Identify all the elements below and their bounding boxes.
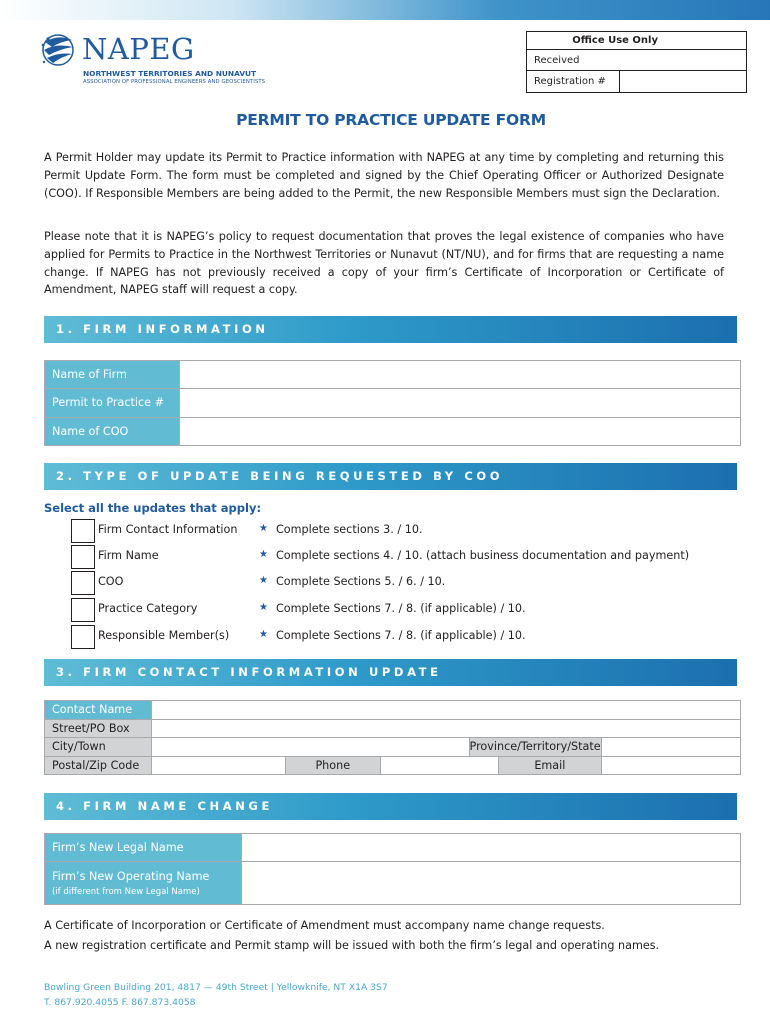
select-updates-prompt: Select all the updates that apply:: [44, 501, 262, 515]
firm-contact-table: [44, 700, 741, 775]
star-bullet-icon: ★: [259, 523, 268, 534]
update-option-firm-name: [71, 545, 741, 571]
option-label: Firm Contact Information: [98, 523, 238, 536]
phone-input[interactable]: [380, 756, 498, 775]
office-received-label: Received: [534, 55, 580, 66]
firm-name-row: [45, 361, 741, 389]
office-received-field: [597, 50, 746, 70]
section-2-heading: 2. TYPE OF UPDATE BEING REQUESTED BY COO: [44, 463, 737, 490]
city-label: City/Town: [45, 738, 152, 757]
contact-name-input[interactable]: [152, 701, 741, 720]
coo-checkbox[interactable]: [71, 571, 95, 595]
permit-number-input[interactable]: [180, 389, 741, 417]
office-registration-label: Registration #: [527, 71, 620, 93]
coo-name-input[interactable]: [180, 417, 741, 445]
firm-information-table: [44, 360, 741, 446]
star-bullet-icon: ★: [259, 549, 268, 560]
practice-category-checkbox[interactable]: [71, 598, 95, 622]
postal-label: Postal/Zip Code: [45, 756, 152, 775]
update-option-coo: [71, 571, 741, 597]
option-note: Complete Sections 7. / 8. (if applicable) / 10.: [276, 602, 526, 615]
email-input[interactable]: [601, 756, 740, 775]
star-bullet-icon: ★: [259, 629, 268, 640]
firm-name-input[interactable]: [180, 361, 741, 389]
option-label: Responsible Member(s): [98, 629, 230, 642]
globe-emblem-icon: [40, 30, 84, 70]
new-legal-name-input[interactable]: [242, 834, 741, 862]
logo-subtitle-association: ASSOCIATION OF PROFESSIONAL ENGINEERS AND GEOSCIENTISTS: [83, 79, 266, 85]
responsible-members-checkbox[interactable]: [71, 625, 95, 649]
office-registration-row: [527, 71, 746, 93]
new-legal-name-label: Firm’s New Legal Name: [45, 834, 242, 862]
option-label: COO: [98, 575, 124, 588]
section-1-heading: 1. FIRM INFORMATION: [44, 316, 737, 343]
postal-row: [45, 756, 741, 775]
name-change-note-1: A Certificate of Incorporation or Certificate of Amendment must accompany name change requests.: [44, 919, 605, 932]
city-row: [45, 738, 741, 757]
coo-name-row: [45, 417, 741, 445]
footer-address: Bowling Green Building 201, 4817 — 49th Street | Yellowknife, NT X1A 3S7: [44, 982, 388, 993]
intro-paragraph-1: A Permit Holder may update its Permit to Practice information with NAPEG at any time by completing and returning this Permit Update Form. The form must be completed and signed by the Chief Operating Officer or Authorized Designate (COO). If Responsible Members are being added to the Permit, the new Responsible Members must sign the Declaration.: [44, 151, 724, 200]
street-row: [45, 719, 741, 738]
section-3-heading: 3. FIRM CONTACT INFORMATION UPDATE: [44, 659, 737, 686]
logo-subtitle-region: NORTHWEST TERRITORIES AND NUNAVUT: [83, 69, 257, 78]
new-operating-name-label-cell: [45, 862, 242, 905]
form-title: PERMIT TO PRACTICE UPDATE FORM: [236, 111, 546, 129]
option-label: Firm Name: [98, 549, 159, 562]
office-use-heading: Office Use Only: [527, 32, 746, 50]
update-option-contact-info: [71, 519, 741, 545]
office-registration-field: [620, 71, 746, 93]
firm-name-label: Name of Firm: [45, 361, 180, 389]
new-operating-name-input[interactable]: [242, 862, 741, 905]
section-4-heading: 4. FIRM NAME CHANGE: [44, 793, 737, 820]
option-note: Complete sections 4. / 10. (attach business documentation and payment): [276, 549, 690, 562]
phone-label: Phone: [285, 756, 380, 775]
contact-name-label: Contact Name: [45, 701, 152, 720]
coo-name-label: Name of COO: [45, 417, 180, 445]
postal-input[interactable]: [152, 756, 286, 775]
city-input[interactable]: [152, 738, 469, 757]
new-operating-name-row: [45, 862, 741, 905]
footer-phone-fax: T. 867.920.4055 F. 867.873.4058: [44, 997, 196, 1008]
header-gradient-bar: [0, 0, 770, 20]
star-bullet-icon: ★: [259, 575, 268, 586]
logo-wordmark: NAPEG: [82, 32, 195, 66]
street-label: Street/PO Box: [45, 719, 152, 738]
office-use-box: [526, 31, 747, 93]
email-label: Email: [499, 756, 602, 775]
firm-name-change-table: [44, 833, 741, 905]
office-received-row: [527, 50, 746, 71]
intro-paragraph-2: Please note that it is NAPEG’s policy to request documentation that proves the legal existence of companies who have applied for Permits to Practice in the Northwest Territories or Nunavut (NT/NU), and for firms that are requesting a name change. If NAPEG has not previously received a copy of your firm’s Certificate of Incorporation or Certificate of Amendment, NAPEG staff will request a copy.: [44, 230, 724, 297]
contact-info-checkbox[interactable]: [71, 519, 95, 543]
name-change-note-2: A new registration certificate and Permit stamp will be issued with both the firm’s legal and operating names.: [44, 939, 660, 952]
contact-name-row: [45, 701, 741, 720]
option-note: Complete Sections 5. / 6. / 10.: [276, 575, 446, 588]
new-legal-name-row: [45, 834, 741, 862]
option-note: Complete sections 3. / 10.: [276, 523, 423, 536]
permit-number-label: Permit to Practice #: [45, 389, 180, 417]
update-option-responsible-members: [71, 625, 741, 651]
permit-number-row: [45, 389, 741, 417]
new-operating-name-sublabel: (if different from New Legal Name): [52, 886, 200, 897]
option-note: Complete Sections 7. / 8. (if applicable) / 10.: [276, 629, 526, 642]
street-input[interactable]: [152, 719, 741, 738]
province-label: Province/Territory/State: [469, 738, 601, 757]
firm-name-checkbox[interactable]: [71, 545, 95, 569]
province-input[interactable]: [601, 738, 740, 757]
star-bullet-icon: ★: [259, 602, 268, 613]
new-operating-name-label: Firm’s New Operating Name: [52, 869, 210, 883]
napeg-logo: [40, 30, 290, 88]
option-label: Practice Category: [98, 602, 198, 615]
update-option-practice-category: [71, 598, 741, 624]
